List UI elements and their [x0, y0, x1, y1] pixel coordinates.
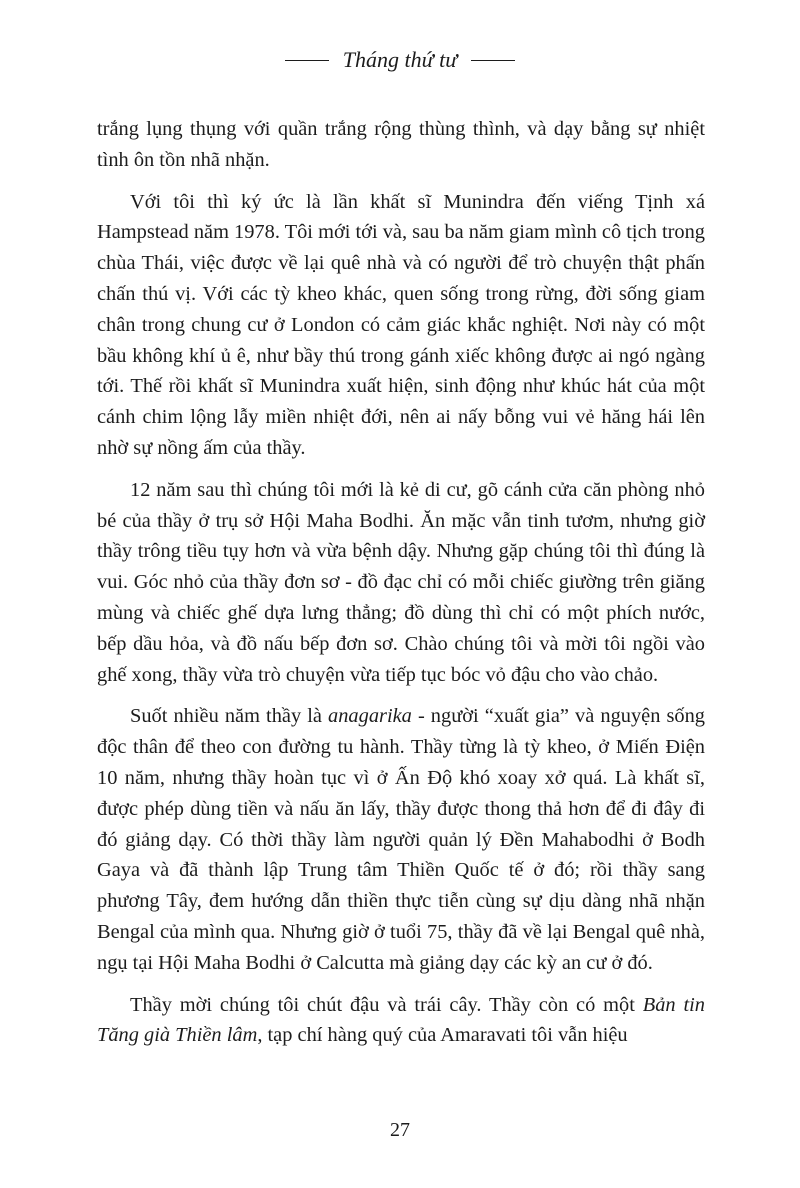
paragraph-text: trắng lụng thụng với quần trắng rộng thùng thình, và dạy bằng sự nhiệt tình ôn tồn nhã nhặn. [97, 118, 705, 171]
paragraph-text: 12 năm sau thì chúng tôi mới là kẻ di cư, gõ cánh cửa căn phòng nhỏ bé của thầy ở trụ sở Hội Maha Bodhi. Ăn mặc vẫn tinh tươm, nhưng giờ thầy trông tiều tụy hơn và vừa bệnh dậy. Nhưng gặp chúng tôi thì đúng là vui. Góc nhỏ của thầy đơn sơ - đồ đạc chỉ có mỗi chiếc giường trên giăng mùng và chiếc ghế dựa lưng thẳng; đồ dùng thì chỉ có một phích nước, bếp dầu hỏa, và đồ nấu bếp đơn sơ. Chào chúng tôi và mời tôi ngồi vào ghế xong, thầy vừa trò chuyện vừa tiếp tục bóc vỏ đậu cho vào chảo. [97, 478, 705, 686]
body-text [97, 114, 705, 1051]
paragraph [97, 990, 705, 1052]
italic-title: Bản tin Tăng già Thiền lâm [97, 993, 705, 1047]
paragraph-text: , tạp chí hàng quý của Amaravati tôi vẫn hiệu [257, 1024, 628, 1047]
paragraph [97, 701, 705, 978]
paragraph-continued [97, 114, 705, 176]
running-head-title: Tháng thứ tư [342, 47, 458, 72]
italic-term: anagarika [328, 705, 412, 728]
paragraph-text: Suốt nhiều năm thầy là [130, 705, 329, 728]
paragraph [97, 475, 705, 691]
running-head [0, 46, 800, 74]
paragraph [97, 187, 705, 464]
page-number: 27 [390, 1119, 410, 1141]
running-head-left-rule [285, 60, 329, 61]
paragraph-text: Với tôi thì ký ức là lần khất sĩ Munindra đến viếng Tịnh xá Hampstead năm 1978. Tôi mới tới và, sau ba năm giam mình cô tịch trong chùa Thái, việc được về lại quê nhà và có người để trò chuyện thật phấn chấn thú vị. Với các tỳ kheo khác, quen sống trong rừng, đời sống giam chân trong chung cư ở London có cảm giác khắc nghiệt. Nơi này có một bầu không khí ủ ê, như bầy thú trong gánh xiếc không được ai ngó ngàng tới. Thế rồi khất sĩ Munindra xuất hiện, sinh động như khúc hát của một cánh chim lộng lẫy miền nhiệt đới, nên ai nấy bỗng vui vẻ hăng hái lên nhờ sự nồng ấm của thầy. [97, 190, 705, 459]
running-head-right-rule [471, 60, 515, 61]
paragraph-text: Thầy mời chúng tôi chút đậu và trái cây. Thầy còn có một [130, 993, 643, 1016]
paragraph-text: - người “xuất gia” và nguyện sống độc thân để theo con đường tu hành. Thầy từng là tỳ kheo, ở Miến Điện 10 năm, nhưng thầy hoàn tục vì ở Ấn Độ khó xoay xở quá. Là khất sĩ, được phép dùng tiền và nấu ăn lấy, thầy được thong thả hơn để đi đây đi đó giảng dạy. Có thời thầy làm người quản lý Đền Mahabodhi ở Bodh Gaya và đã thành lập Trung tâm Thiền Quốc tế ở đó; rồi thầy sang phương Tây, đem hướng dẫn thiền thực tiễn cùng sự dịu dàng nhã nhặn Bengal của mình qua. Nhưng giờ ở tuổi 75, thầy đã về lại Bengal quê nhà, ngụ tại Hội Maha Bodhi ở Calcutta mà giảng dạy các kỳ an cư ở đó. [97, 705, 705, 974]
